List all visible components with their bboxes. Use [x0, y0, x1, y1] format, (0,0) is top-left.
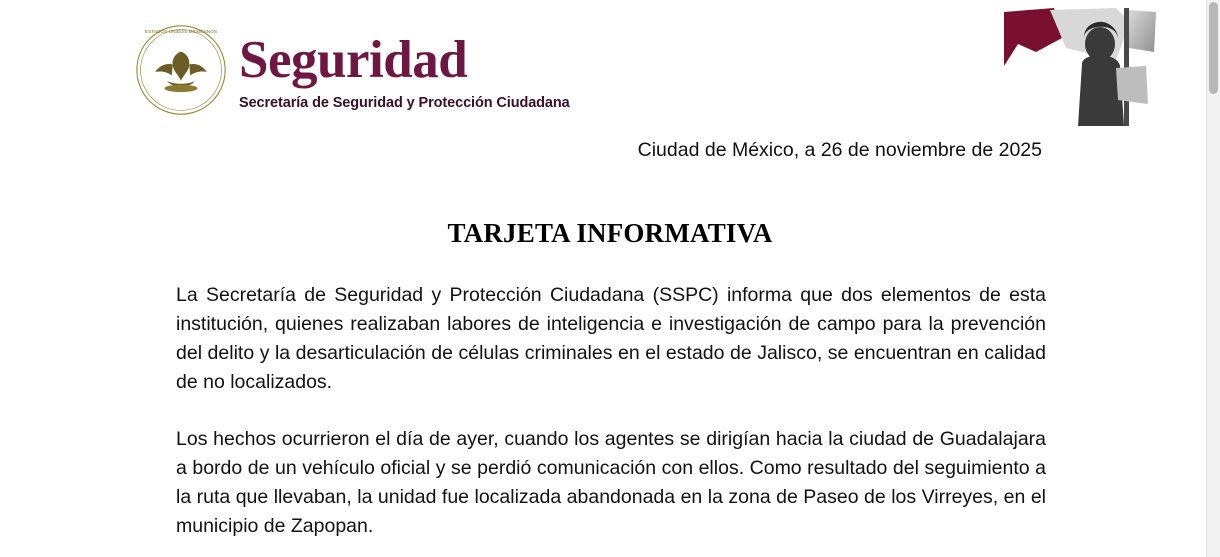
scrollbar-thumb[interactable] — [1209, 2, 1218, 94]
paragraph: Los hechos ocurrieron el día de ayer, cuando los agentes se dirigían hacia la ciudad de Guadalajara a bordo de un vehículo oficial y se perdió comunicación con ellos. Como resultado del seguimiento a la ruta que llevaban, la unidad fue localizada abandonada en la zona de Paseo de los Virreyes, en el municipio de Zapopan. — [176, 428, 1046, 537]
adelita-flag-illustration-icon — [996, 8, 1156, 126]
page-title: TARJETA INFORMATIVA — [447, 218, 773, 248]
wordmark-title: Seguridad — [239, 30, 468, 89]
wordmark-subtitle: Secretaría de Seguridad y Protección Ciudadana — [239, 94, 570, 111]
institutional-logo — [135, 24, 570, 116]
vertical-scrollbar[interactable] — [1206, 0, 1220, 557]
document-body — [176, 281, 1046, 541]
wordmark — [239, 30, 570, 111]
date-line: Ciudad de México, a 26 de noviembre de 2025 — [637, 139, 1042, 161]
mexican-eagle-emblem-icon — [135, 24, 227, 116]
svg-text:ESTADOS UNIDOS MEXICANOS: ESTADOS UNIDOS MEXICANOS — [144, 30, 218, 36]
paragraph: La Secretaría de Seguridad y Protección Ciudadana (SSPC) informa que dos elementos de esta institución, quienes realizaban labores de inteligencia e investigación de campo para la prevención del delito y la desarticulación de células criminales en el estado de Jalisco, se encuentran en calidad de no localizados. — [176, 284, 1046, 393]
document-header — [0, 0, 1220, 136]
